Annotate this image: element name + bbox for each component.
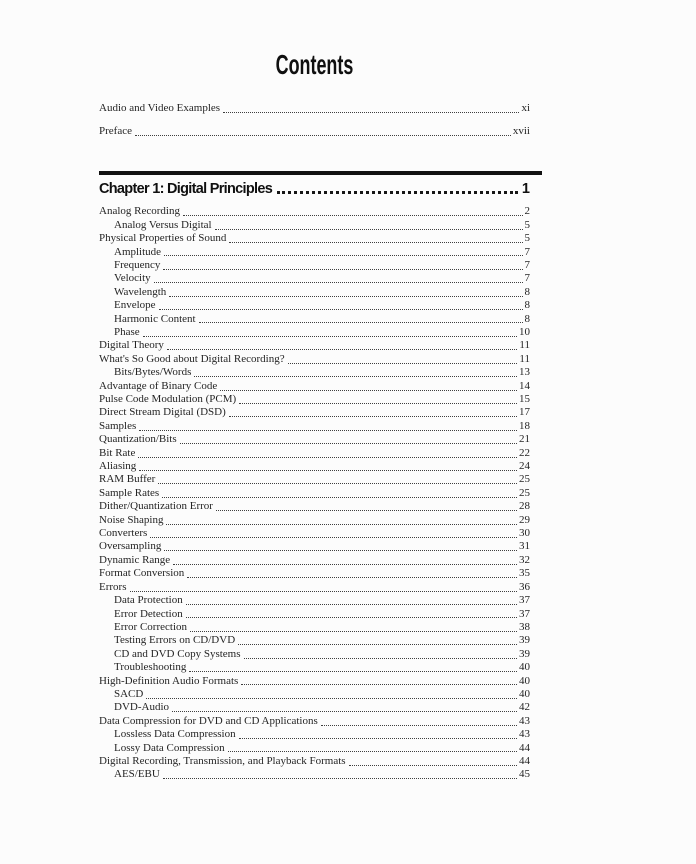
dot-leader — [183, 215, 523, 216]
toc-entry — [99, 259, 530, 272]
toc-content — [99, 0, 530, 782]
toc-entry — [99, 433, 530, 446]
dot-leader — [216, 510, 517, 511]
page-title: Contents — [275, 49, 354, 80]
entry-page-number: 43 — [519, 714, 530, 727]
dot-leader — [229, 242, 522, 243]
dot-leader — [239, 738, 517, 739]
dot-leader — [162, 497, 517, 498]
entry-label: Oversampling — [99, 540, 162, 553]
entry-label: Bit Rate — [99, 446, 136, 459]
entry-label: AES/EBU — [114, 768, 160, 781]
toc-entry — [99, 326, 530, 339]
toc-entry — [99, 339, 530, 352]
chapter-title: Chapter 1: Digital Principles — [99, 181, 273, 198]
dot-leader — [135, 135, 511, 136]
entry-label: Format Conversion — [99, 567, 185, 580]
dot-leader — [154, 282, 523, 283]
entry-page-number: xvii — [512, 125, 530, 138]
dot-leader — [187, 577, 517, 578]
entry-page-number: 11 — [519, 339, 530, 352]
dot-leader — [164, 255, 522, 256]
toc-entry — [99, 675, 530, 688]
toc-entry — [99, 608, 530, 621]
toc-entry — [99, 661, 530, 674]
entry-page-number: 39 — [519, 634, 530, 647]
dot-leader — [190, 631, 517, 632]
entry-page-number: 7 — [524, 258, 530, 271]
dot-leader — [189, 671, 517, 672]
entry-page-number: 7 — [524, 272, 530, 285]
dot-leader — [180, 443, 517, 444]
entry-page-number: 42 — [519, 701, 530, 714]
toc-entry — [99, 447, 530, 460]
toc-entry — [99, 701, 530, 714]
dot-leader — [173, 564, 517, 565]
toc-entry — [99, 232, 530, 245]
dot-leader — [199, 322, 523, 323]
entry-label: What's So Good about Digital Recording? — [99, 352, 285, 365]
entry-page-number: 38 — [519, 620, 530, 633]
entry-label: Physical Properties of Sound — [99, 232, 227, 245]
toc-entry — [99, 353, 530, 366]
entry-label: DVD-Audio — [114, 701, 169, 714]
dot-leader — [169, 296, 522, 297]
chapter-divider-rule — [99, 171, 542, 176]
entry-page-number: 5 — [524, 218, 530, 231]
toc-entry — [99, 366, 530, 379]
toc-entry — [99, 380, 530, 393]
toc-entry — [99, 420, 530, 433]
dot-leader — [139, 470, 517, 471]
front-matter-list — [99, 102, 530, 139]
dot-leader — [146, 698, 517, 699]
entry-page-number: 28 — [519, 500, 530, 513]
toc-entry — [99, 594, 530, 607]
dot-leader — [238, 644, 517, 645]
entry-page-number: 17 — [519, 406, 530, 419]
entry-label: Bits/Bytes/Words — [114, 366, 192, 379]
entry-label: Error Correction — [114, 620, 187, 633]
entry-label: Audio and Video Examples — [99, 102, 221, 114]
entry-label: Analog Versus Digital — [114, 218, 212, 231]
dot-leader — [288, 363, 518, 364]
entry-label: Sample Rates — [99, 486, 160, 499]
entry-page-number: 30 — [519, 527, 530, 540]
entry-label: Amplitude — [114, 245, 162, 258]
entry-page-number: 11 — [519, 352, 530, 365]
entry-page-number: 37 — [519, 594, 530, 607]
entry-label: Lossless Data Compression — [114, 728, 236, 741]
toc-entry — [99, 648, 530, 661]
entry-label: Harmonic Content — [114, 312, 196, 325]
dot-leader — [186, 617, 517, 618]
dot-leader — [167, 349, 518, 350]
entry-label: Phase — [114, 325, 140, 338]
toc-entry — [99, 219, 530, 232]
toc-entry — [99, 272, 530, 285]
entry-page-number: 31 — [519, 540, 530, 553]
entry-label: Troubleshooting — [114, 661, 187, 674]
entry-page-number: 25 — [519, 486, 530, 499]
entry-page-number: 40 — [519, 687, 530, 700]
entry-label: Aliasing — [99, 460, 137, 473]
dot-leader — [172, 711, 517, 712]
toc-entry — [99, 246, 530, 259]
entry-label: Errors — [99, 580, 127, 593]
dot-leader — [194, 376, 517, 377]
toc-entry — [99, 742, 530, 755]
entry-page-number: 2 — [524, 205, 530, 218]
entry-label: Wavelength — [114, 285, 167, 298]
entry-label: Digital Theory — [99, 339, 164, 352]
entry-label: Pulse Code Modulation (PCM) — [99, 393, 237, 405]
toc-entry — [99, 567, 530, 580]
entry-page-number: 21 — [519, 433, 530, 446]
entry-page-number: 40 — [519, 661, 530, 674]
entry-page-number: 25 — [519, 473, 530, 486]
toc-entry — [99, 621, 530, 634]
entry-label: Frequency — [114, 258, 161, 271]
entry-label: Advantage of Binary Code — [99, 379, 218, 392]
toc-entry — [99, 286, 530, 299]
entry-label: High-Definition Audio Formats — [99, 674, 239, 687]
dot-leader — [130, 591, 518, 592]
entry-label: RAM Buffer — [99, 473, 156, 486]
entry-page-number: 44 — [519, 741, 530, 754]
entry-page-number: 14 — [519, 379, 530, 392]
dot-leader — [163, 269, 522, 270]
toc-entry — [99, 688, 530, 701]
entry-page-number: 35 — [519, 567, 530, 580]
entry-page-number: 18 — [519, 419, 530, 432]
toc-entry — [99, 313, 530, 326]
entry-page-number: 45 — [519, 768, 530, 781]
toc-entry — [99, 728, 530, 741]
entry-label: Preface — [99, 125, 132, 138]
dot-leader — [239, 403, 517, 404]
entry-label: Envelope — [114, 299, 156, 312]
dot-leader — [223, 112, 519, 113]
toc-entry — [99, 514, 530, 527]
toc-entry — [99, 500, 530, 513]
toc-entry — [99, 393, 530, 406]
toc-entry — [99, 299, 530, 312]
entry-page-number: 15 — [519, 393, 530, 405]
chapter-page-number: 1 — [521, 181, 530, 198]
entry-label: Samples — [99, 419, 137, 432]
dot-leader — [220, 390, 517, 391]
entry-label: Velocity — [114, 272, 151, 285]
dot-leader — [164, 550, 517, 551]
dot-leader — [138, 457, 517, 458]
dot-leader — [215, 229, 523, 230]
entry-label: Data Compression for DVD and CD Applications — [99, 714, 318, 727]
entry-page-number: 36 — [519, 580, 530, 593]
entry-page-number: 8 — [524, 299, 530, 312]
dot-leader — [228, 751, 517, 752]
entry-page-number: 43 — [519, 728, 530, 741]
entry-page-number: 10 — [519, 325, 530, 338]
dot-leader — [163, 778, 517, 779]
entry-label: CD and DVD Copy Systems — [114, 647, 241, 660]
toc-entry — [99, 205, 530, 218]
entry-label: Quantization/Bits — [99, 433, 177, 446]
toc-entry — [99, 406, 530, 419]
entry-page-number: 32 — [519, 553, 530, 566]
toc-entry — [99, 540, 530, 553]
front-matter-entry — [99, 125, 530, 138]
entry-label: SACD — [114, 687, 144, 700]
entry-page-number: 39 — [519, 647, 530, 660]
entry-page-number: 13 — [519, 366, 530, 379]
entry-label: Direct Stream Digital (DSD) — [99, 406, 226, 419]
toc-entry — [99, 715, 530, 728]
entry-page-number: 8 — [524, 285, 530, 298]
toc-entry — [99, 460, 530, 473]
entry-label: Lossy Data Compression — [114, 741, 225, 754]
toc-entry-list — [99, 205, 530, 781]
dot-leader — [349, 765, 517, 766]
dot-leader — [139, 430, 517, 431]
entry-label: Data Protection — [114, 594, 183, 607]
entry-page-number: 22 — [519, 446, 530, 459]
entry-label: Analog Recording — [99, 205, 180, 218]
toc-entry — [99, 755, 530, 768]
toc-entry — [99, 487, 530, 500]
dot-leader — [143, 336, 517, 337]
entry-page-number: 44 — [519, 754, 530, 767]
entry-page-number: 7 — [524, 245, 530, 258]
chapter-heading-row — [99, 181, 530, 197]
toc-entry — [99, 527, 530, 540]
entry-label: Converters — [99, 527, 148, 540]
dot-leader — [159, 309, 523, 310]
dot-leader — [158, 483, 517, 484]
dot-leader — [244, 658, 517, 659]
entry-page-number: 5 — [524, 232, 530, 245]
dot-leader — [321, 725, 517, 726]
dot-leader — [186, 604, 517, 605]
dot-leader — [166, 524, 517, 525]
toc-entry — [99, 634, 530, 647]
entry-page-number: 8 — [524, 312, 530, 325]
entry-page-number: 40 — [519, 674, 530, 687]
toc-entry — [99, 581, 530, 594]
entry-label: Noise Shaping — [99, 513, 164, 526]
toc-entry — [99, 768, 530, 781]
entry-label: Testing Errors on CD/DVD — [114, 634, 236, 647]
entry-label: Error Detection — [114, 607, 183, 620]
entry-page-number: 37 — [519, 607, 530, 620]
dot-leader — [229, 416, 517, 417]
entry-page-number: xi — [521, 102, 530, 114]
entry-label: Dither/Quantization Error — [99, 500, 213, 513]
entry-page-number: 29 — [519, 513, 530, 526]
entry-label: Dynamic Range — [99, 553, 171, 566]
dot-leader — [150, 537, 517, 538]
toc-entry — [99, 473, 530, 486]
front-matter-entry — [99, 102, 530, 115]
dot-leader — [277, 191, 518, 194]
toc-entry — [99, 554, 530, 567]
dot-leader — [241, 684, 517, 685]
entry-label: Digital Recording, Transmission, and Playback Formats — [99, 754, 346, 767]
entry-page-number: 24 — [519, 460, 530, 473]
